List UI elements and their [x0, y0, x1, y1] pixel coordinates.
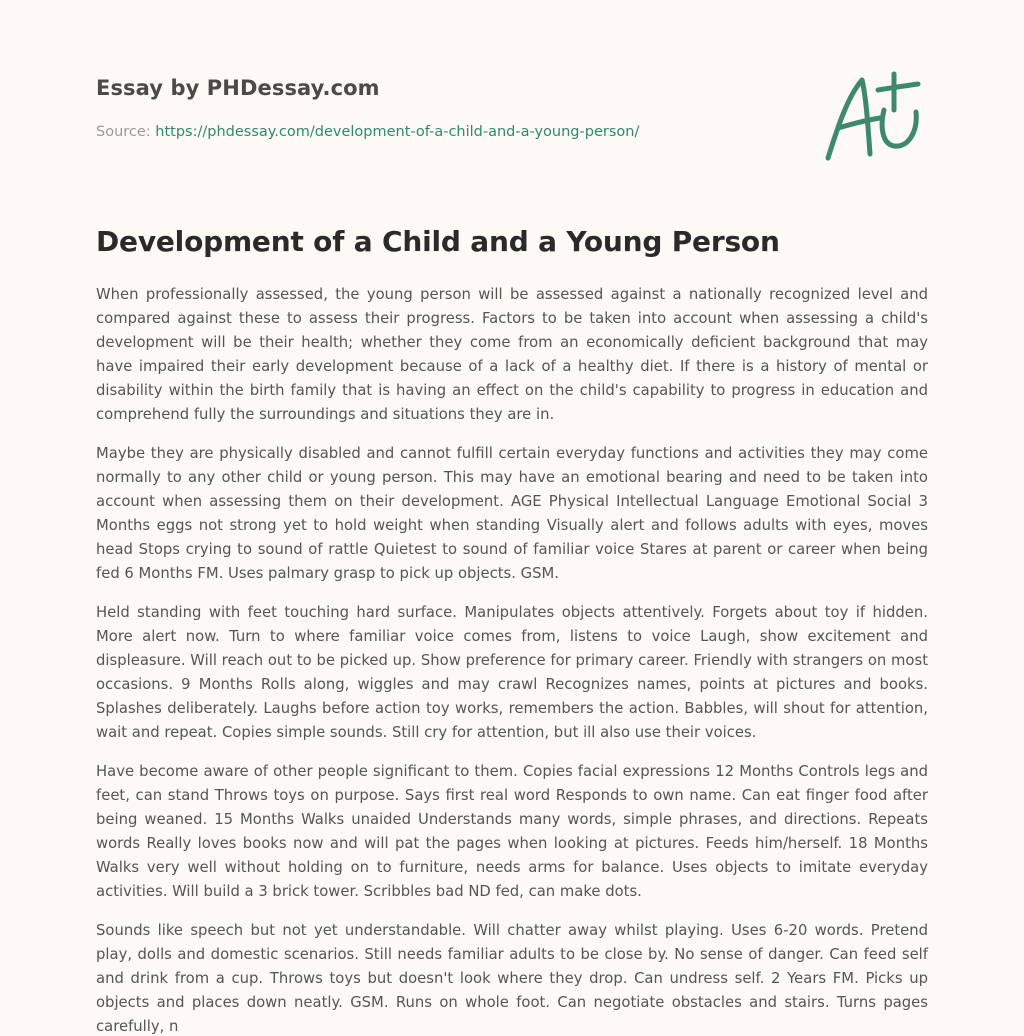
essay-paragraph: Have become aware of other people significant to them. Copies facial expressions 12 Months Controls legs and feet, can stand Throws toys on purpose. Says first real word Responds to own name. Can eat finger food after being weaned. 15 Months Walks unaided Understands many words, simple phrases, and directions. Repeats words Really loves books now and will pat the pages when looking at pictures. Feeds him/herself. 18 Months Walks very well without holding on to furniture, needs arms for balance. Uses objects to imitate everyday activities. Will build a 3 brick tower. Scribbles bad ND fed, can make dots. [96, 763, 928, 900]
essay-paragraph: Sounds like speech but not yet understandable. Will chatter away whilst playing. Uses 6-20 words. Pretend play, dolls and domestic scenarios. Still needs familiar adults to be close by. No sense of danger. Can feed self and drink from a cup. Throws toys but doesn't look where they drop. Can undress self. 2 Years FM. Picks up objects and places down neatly. GSM. Runs on whole foot. Can negotiate obstacles and stairs. Turns pages carefully, n [96, 922, 928, 1035]
site-brand: Essay by PHDessay.com [96, 76, 380, 100]
source-link[interactable]: https://phdessay.com/development-of-a-child-and-a-young-person/ [155, 124, 640, 140]
essay-paragraph: Held standing with feet touching hard surface. Manipulates objects attentively. Forgets about toy if hidden. More alert now. Turn to where familiar voice comes from, listens to voice Laugh, show excitement and displeasure. Will reach out to be picked up. Show preference for primary career. Friendly with strangers on most occasions. 9 Months Rolls along, wiggles and may crawl Recognizes names, points at pictures and books. Splashes deliberately. Laughs before action toy works, remembers the action. Babbles, will shout for attention, wait and repeat. Copies simple sounds. Still cry for attention, but ill also use their voices. [96, 604, 928, 741]
a-plus-grade-icon [818, 66, 930, 166]
essay-paragraph: Maybe they are physically disabled and cannot fulfill certain everyday functions and activities they may come normally to any other child or young person. This may have an emotional bearing and need to be taken into account when assessing them on their development. AGE Physical Intellectual Language Emotional Social 3 Months eggs not strong yet to hold weight when standing Visually alert and follows adults with eyes, moves head Stops crying to sound of rattle Quietest to sound of familiar voice Stares at parent or career when being fed 6 Months FM. Uses palmary grasp to pick up objects. GSM. [96, 445, 928, 582]
source-label: Source: [96, 124, 156, 140]
essay-body [96, 283, 928, 1036]
essay-paragraph: When professionally assessed, the young person will be assessed against a nationally recognized level and compared against these to assess their progress. Factors to be taken into account when assessing a child's development will be their health; whether they come from an economically deficient background that may have impaired their early development because of a lack of a healthy diet. If there is a history of mental or disability within the birth family that is having an effect on the child's capability to progress in education and comprehend fully the surroundings and situations they are in. [96, 286, 928, 423]
source-line [96, 124, 639, 140]
essay-title: Development of a Child and a Young Person [96, 225, 780, 258]
